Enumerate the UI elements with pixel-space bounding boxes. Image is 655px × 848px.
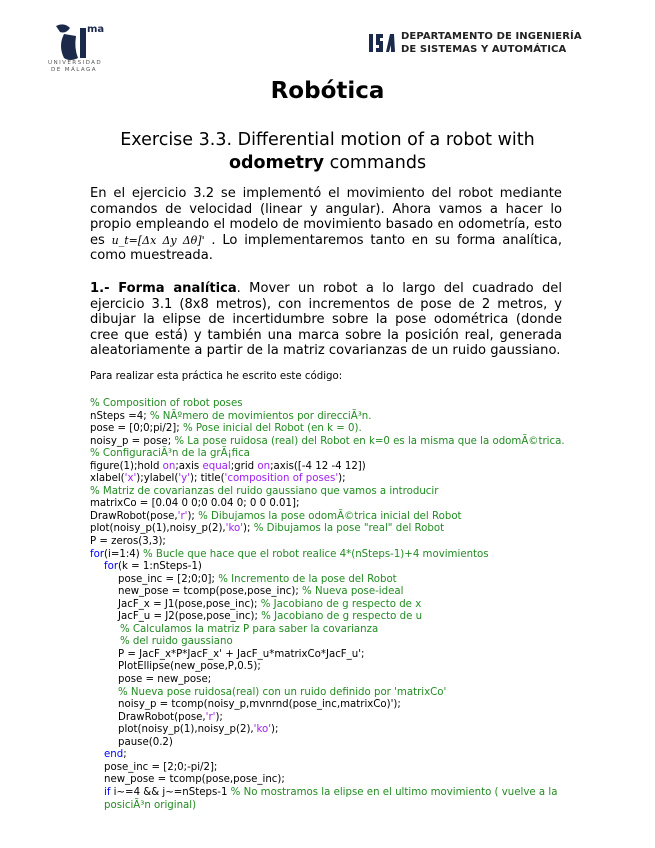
code-token: PlotEllipse(new_pose,P,0.5); — [118, 661, 261, 673]
department-line-2: DE SISTEMAS Y AUTOMÁTICA — [401, 44, 567, 55]
code-token: ;axis([-4 12 -4 12]) — [270, 460, 366, 472]
code-line — [90, 498, 570, 511]
code-token: % Nueva pose ruidosa(real) con un ruido definido por 'matrixCo' — [118, 686, 447, 698]
code-token: new_pose = tcomp(pose,pose_inc); — [104, 774, 285, 786]
code-token: 'ko' — [225, 523, 244, 535]
task-text: . Mover un robot a lo largo del cuadrado del ejercicio 3.1 (8x8 metros), con incrementos de pose de 2 metros, y dibujar la elipse de incertidumbre sobre la pose odométrica (donde cree que está) y también una marca sobre la posición real, generada aleatoriamente a partir de la matriz covarianzas de un ruido gaussiano. — [90, 281, 562, 358]
code-token: % del ruido gaussiano — [120, 636, 233, 648]
section-heading: 1.- Forma analítica — [90, 281, 237, 296]
code-token: 'y' — [178, 473, 190, 485]
code-token: xlabel( — [90, 473, 125, 485]
code-token: % No mostramos la elipse en el ultimo movimiento ( vuelve a la posiciÃ³n original) — [104, 786, 561, 811]
code-token: % Matriz de covarianzas del ruido gaussiano que vamos a introducir — [90, 485, 439, 497]
code-token: % NÃºmero de movimientos por direcciÃ³n. — [149, 410, 372, 422]
code-token: P = JacF_x*P*JacF_x' + JacF_u*matrixCo*JacF_u'; — [118, 648, 365, 660]
code-line — [90, 523, 570, 536]
code-token: JacF_u = J2(pose,pose_inc); — [118, 611, 262, 623]
odometry-formula: u_t=[Δx Δy Δθ]' — [111, 233, 205, 247]
exercise-title-rest: commands — [324, 153, 427, 173]
exercise-title-line1: Exercise 3.3. Differential motion of a robot with — [120, 130, 535, 150]
code-line — [90, 661, 570, 674]
code-line — [90, 561, 570, 574]
code-line — [90, 436, 570, 449]
code-line — [90, 649, 570, 662]
code-token: noisy_p = pose; — [90, 435, 175, 447]
code-token: ; — [123, 749, 127, 761]
code-line — [90, 448, 570, 461]
code-line — [90, 536, 570, 549]
code-token: % Jacobiano de g respecto de u — [261, 611, 423, 623]
code-token: P = zeros(3,3); — [90, 536, 166, 548]
code-line — [90, 712, 570, 725]
code-line — [90, 461, 570, 474]
code-line — [90, 574, 570, 587]
code-token: ;grid — [230, 460, 258, 472]
code-token: JacF_x = J1(pose,pose_inc); — [118, 598, 261, 610]
code-token: 'composition of poses' — [224, 473, 339, 485]
code-token: ); — [187, 510, 199, 522]
code-token: on — [162, 460, 176, 472]
code-line — [90, 549, 570, 562]
code-line — [90, 611, 570, 624]
code-token: pose_inc = [2;0;0]; — [118, 573, 219, 585]
code-token: % Incremento de la pose del Robot — [218, 573, 397, 585]
code-token: new_pose = tcomp(pose,pose_inc); — [118, 586, 303, 598]
code-token: if — [104, 786, 111, 798]
code-token: (i=1:4) — [104, 548, 143, 560]
code-line — [90, 511, 570, 524]
intro-text-a: En el ejercicio 3.2 se implementó el movimiento del robot mediante comandos de velocidad (linear y angular). Ahora vamos a hacer lo propio empleando el modelo de movimiento basado en odometría, esto es — [90, 186, 562, 248]
code-token: % Calculamos la matriz P para saber la covarianza — [120, 623, 379, 635]
code-token: % Bucle que hace que el robot realice 4*(nSteps-1)+4 movimientos — [142, 548, 489, 560]
code-token: ;axis — [175, 460, 203, 472]
code-token: 'ko' — [253, 724, 272, 736]
code-token: on — [257, 460, 271, 472]
exercise-title-line2 — [100, 152, 555, 175]
code-token: pause(0.2) — [118, 736, 173, 748]
code-token: (k = 1:nSteps-1) — [118, 561, 202, 573]
code-line — [90, 687, 570, 700]
code-token: plot(noisy_p(1),noisy_p(2), — [118, 724, 254, 736]
code-line — [90, 699, 570, 712]
code-line — [90, 674, 570, 687]
code-line — [90, 737, 570, 750]
code-token: figure(1);hold — [90, 460, 163, 472]
code-token: for — [90, 548, 105, 560]
department-name — [401, 30, 582, 56]
code-line — [90, 624, 570, 637]
code-token: ); — [338, 473, 346, 485]
code-line — [90, 774, 570, 787]
code-line — [90, 586, 570, 599]
code-line — [90, 423, 570, 436]
code-token: % Dibujamos la pose "real" del Robot — [253, 523, 445, 535]
code-token: pose = new_pose; — [118, 674, 212, 686]
code-token: end — [104, 749, 124, 761]
code-token: % Pose inicial del Robot (en k = 0). — [182, 423, 362, 435]
code-line — [90, 724, 570, 737]
code-token: DrawRobot(pose, — [90, 510, 178, 522]
code-token: ); — [243, 523, 254, 535]
code-token: % ConfiguraciÃ³n de la grÃ¡fica — [90, 448, 250, 460]
code-token: for — [104, 561, 119, 573]
code-token: % Jacobiano de g respecto de x — [260, 598, 422, 610]
code-line — [90, 599, 570, 612]
code-line — [90, 636, 570, 649]
code-token: pose = [0;0;pi/2]; — [90, 423, 183, 435]
code-token: i~=4 && j~=nSteps-1 — [110, 786, 231, 798]
code-token: pose_inc = [2;0;-pi/2]; — [104, 761, 218, 773]
department-line-1: DEPARTAMENTO DE INGENIERÍA — [401, 31, 582, 42]
university-name: UNIVERSIDAD DE MÁLAGA — [48, 60, 103, 73]
code-line — [90, 749, 570, 762]
code-token: matrixCo = [0.04 0 0;0 0.04 0; 0 0 0.01]; — [90, 498, 300, 510]
intro-paragraph — [90, 186, 562, 264]
code-line — [90, 473, 570, 486]
isa-logo-icon — [368, 33, 396, 53]
code-intro: Para realizar esta práctica he escrito este código: — [90, 371, 343, 382]
code-line — [90, 762, 570, 775]
code-token: equal — [202, 460, 231, 472]
code-token: % Dibujamos la pose odomÃ©trica inicial del Robot — [198, 510, 462, 522]
code-line — [90, 787, 570, 812]
code-line — [90, 486, 570, 499]
code-listing — [90, 398, 570, 812]
code-token: );ylabel( — [136, 473, 179, 485]
code-token: nSteps =4; — [90, 410, 150, 422]
code-token: % La pose ruidosa (real) del Robot en k=0 es la misma que la odomÃ©trica. — [174, 435, 565, 447]
page-title: Robótica — [270, 78, 385, 104]
code-line — [90, 398, 570, 411]
exercise-title-bold: odometry — [228, 153, 325, 173]
code-token: ); — [271, 724, 279, 736]
intro-text-b: . Lo implementaremos tanto en su forma analítica, como muestreada. — [90, 232, 562, 263]
code-token: 'r' — [177, 510, 188, 522]
code-token: 'x' — [124, 473, 137, 485]
code-token: ); — [215, 711, 223, 723]
code-token: % Composition of robot poses — [90, 398, 243, 409]
code-token: ); title( — [190, 473, 225, 485]
task-paragraph — [90, 281, 562, 359]
code-token: % Nueva pose-ideal — [302, 586, 404, 598]
code-token: plot(noisy_p(1),noisy_p(2), — [90, 523, 226, 535]
exercise-title — [100, 129, 555, 175]
uma-wordmark: ma — [87, 24, 105, 35]
code-token: noisy_p = tcomp(noisy_p,mvnrnd(pose_inc,matrixCo)'); — [118, 699, 401, 711]
code-line — [90, 411, 570, 424]
code-token: DrawRobot(pose, — [118, 711, 206, 723]
code-token: 'r' — [205, 711, 216, 723]
